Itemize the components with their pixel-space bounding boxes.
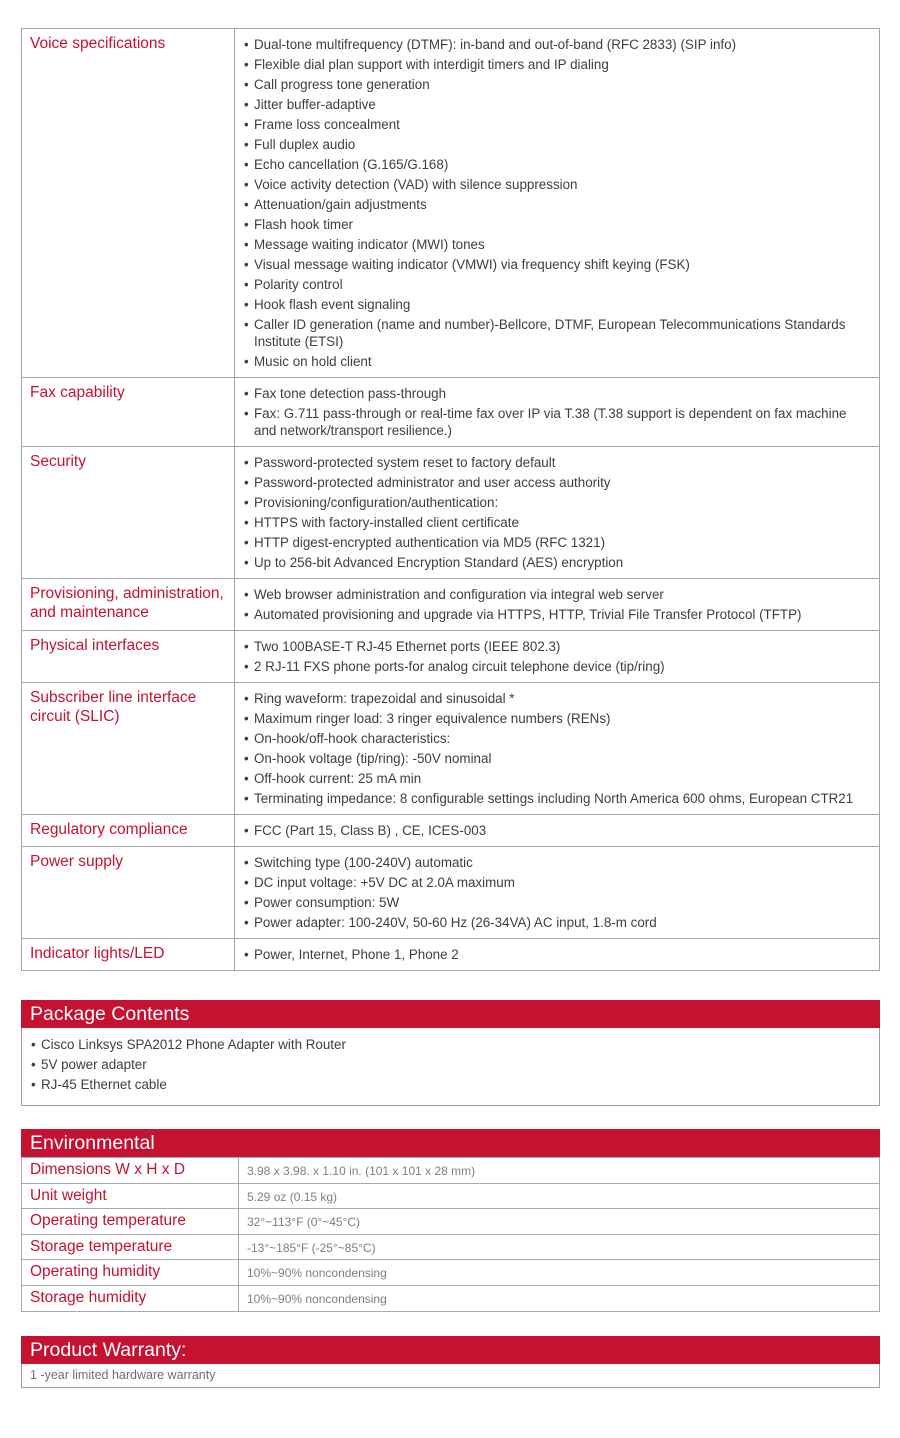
warranty-section bbox=[21, 1336, 880, 1388]
spec-row-items-cell bbox=[235, 579, 880, 631]
spec-bullet-list bbox=[235, 946, 869, 963]
environmental-row-value: 3.98 x 3.98. x 1.10 in. (101 x 101 x 28 mm) bbox=[239, 1158, 880, 1184]
environmental-row-label: Operating humidity bbox=[22, 1260, 239, 1286]
warranty-header: Product Warranty: bbox=[21, 1336, 880, 1364]
environmental-row bbox=[22, 1158, 880, 1184]
spec-bullet-item: • Frame loss concealment bbox=[235, 116, 869, 133]
spec-row-label: Power supply bbox=[22, 847, 235, 939]
spec-bullet-item: • Polarity control bbox=[235, 276, 869, 293]
spec-bullet-list bbox=[235, 822, 869, 839]
spec-row bbox=[22, 579, 880, 631]
package-contents-list bbox=[22, 1036, 869, 1093]
spec-row bbox=[22, 378, 880, 447]
spec-bullet-list bbox=[235, 454, 869, 571]
spec-bullet-item: • Two 100BASE-T RJ-45 Ethernet ports (IEEE 802.3) bbox=[235, 638, 869, 655]
spec-row-items-cell bbox=[235, 631, 880, 683]
spec-bullet-list bbox=[235, 690, 869, 807]
spec-bullet-list bbox=[235, 36, 869, 370]
spec-bullet-item: • Ring waveform: trapezoidal and sinusoidal * bbox=[235, 690, 869, 707]
spec-bullet-item: • Power consumption: 5W bbox=[235, 894, 869, 911]
spec-bullet-item: • Full duplex audio bbox=[235, 136, 869, 153]
spec-bullet-list bbox=[235, 586, 869, 623]
spec-bullet-item: • 2 RJ-11 FXS phone ports-for analog circuit telephone device (tip/ring) bbox=[235, 658, 869, 675]
spec-row-items-cell bbox=[235, 29, 880, 378]
environmental-section bbox=[21, 1129, 880, 1312]
specs-table-body bbox=[22, 29, 880, 971]
spec-row bbox=[22, 29, 880, 378]
spec-bullet-item: • Jitter buffer-adaptive bbox=[235, 96, 869, 113]
environmental-row-value: 10%~90% noncondensing bbox=[239, 1260, 880, 1286]
spec-row bbox=[22, 939, 880, 971]
spec-bullet-item: • Visual message waiting indicator (VMWI) via frequency shift keying (FSK) bbox=[235, 256, 869, 273]
spec-row bbox=[22, 683, 880, 815]
environmental-row-label: Dimensions W x H x D bbox=[22, 1158, 239, 1184]
spec-row bbox=[22, 631, 880, 683]
spec-bullet-item: • Up to 256-bit Advanced Encryption Standard (AES) encryption bbox=[235, 554, 869, 571]
environmental-row bbox=[22, 1260, 880, 1286]
spec-row-items-cell bbox=[235, 815, 880, 847]
spec-bullet-list bbox=[235, 854, 869, 931]
spec-bullet-item: • Hook flash event signaling bbox=[235, 296, 869, 313]
spec-row-label: Regulatory compliance bbox=[22, 815, 235, 847]
spec-row-items-cell bbox=[235, 939, 880, 971]
environmental-row-label: Storage humidity bbox=[22, 1285, 239, 1311]
spec-row-items-cell bbox=[235, 447, 880, 579]
spec-bullet-item: • DC input voltage: +5V DC at 2.0A maximum bbox=[235, 874, 869, 891]
spec-row-label: Fax capability bbox=[22, 378, 235, 447]
package-contents-section bbox=[21, 1000, 880, 1106]
spec-row-label: Subscriber line interface circuit (SLIC) bbox=[22, 683, 235, 815]
environmental-header: Environmental bbox=[21, 1129, 880, 1157]
spec-bullet-item: • FCC (Part 15, Class B) , CE, ICES-003 bbox=[235, 822, 869, 839]
spec-bullet-item: • Music on hold client bbox=[235, 353, 869, 370]
environmental-row bbox=[22, 1234, 880, 1260]
spec-bullet-item: • On-hook voltage (tip/ring): -50V nominal bbox=[235, 750, 869, 767]
spec-bullet-item: • Automated provisioning and upgrade via HTTPS, HTTP, Trivial File Transfer Protocol (TFTP) bbox=[235, 606, 869, 623]
environmental-row-value: -13°~185°F (-25°~85°C) bbox=[239, 1234, 880, 1260]
spec-row-label: Provisioning, administration, and maintenance bbox=[22, 579, 235, 631]
spec-row bbox=[22, 847, 880, 939]
spec-bullet-item: • Provisioning/configuration/authentication: bbox=[235, 494, 869, 511]
warranty-text: 1 -year limited hardware warranty bbox=[21, 1364, 880, 1388]
environmental-row-label: Storage temperature bbox=[22, 1234, 239, 1260]
spec-bullet-item: • Echo cancellation (G.165/G.168) bbox=[235, 156, 869, 173]
environmental-row-label: Unit weight bbox=[22, 1183, 239, 1209]
spec-bullet-item: • Caller ID generation (name and number)-Bellcore, DTMF, European Telecommunications Standards Institute (ETSI) bbox=[235, 316, 869, 350]
spec-bullet-list bbox=[235, 385, 869, 439]
specs-table bbox=[21, 28, 880, 971]
spec-bullet-item: • Password-protected system reset to factory default bbox=[235, 454, 869, 471]
spec-bullet-item: • Flash hook timer bbox=[235, 216, 869, 233]
package-contents-box bbox=[21, 1028, 880, 1106]
spec-bullet-item: • Switching type (100-240V) automatic bbox=[235, 854, 869, 871]
environmental-row-value: 32°~113°F (0°~45°C) bbox=[239, 1209, 880, 1235]
package-contents-header: Package Contents bbox=[21, 1000, 880, 1028]
spec-bullet-item: • Maximum ringer load: 3 ringer equivalence numbers (RENs) bbox=[235, 710, 869, 727]
spec-row-label: Physical interfaces bbox=[22, 631, 235, 683]
spec-row-label: Indicator lights/LED bbox=[22, 939, 235, 971]
spec-bullet-item: • Terminating impedance: 8 configurable settings including North America 600 ohms, European CTR21 bbox=[235, 790, 869, 807]
spec-row-label: Security bbox=[22, 447, 235, 579]
spec-bullet-item: • On-hook/off-hook characteristics: bbox=[235, 730, 869, 747]
spec-bullet-item: • Flexible dial plan support with interdigit timers and IP dialing bbox=[235, 56, 869, 73]
spec-row-items-cell bbox=[235, 683, 880, 815]
environmental-row bbox=[22, 1183, 880, 1209]
environmental-table-body bbox=[22, 1158, 880, 1312]
package-contents-item: • RJ-45 Ethernet cable bbox=[22, 1076, 869, 1093]
environmental-row-value: 10%~90% noncondensing bbox=[239, 1285, 880, 1311]
environmental-table bbox=[21, 1157, 880, 1312]
spec-bullet-item: • Call progress tone generation bbox=[235, 76, 869, 93]
environmental-row-value: 5.29 oz (0.15 kg) bbox=[239, 1183, 880, 1209]
spec-bullet-item: • Fax: G.711 pass-through or real-time fax over IP via T.38 (T.38 support is dependent on fax machine and network/transport resilience.) bbox=[235, 405, 869, 439]
spec-bullet-item: • Password-protected administrator and user access authority bbox=[235, 474, 869, 491]
spec-row-items-cell bbox=[235, 378, 880, 447]
spec-bullet-item: • Dual-tone multifrequency (DTMF): in-band and out-of-band (RFC 2833) (SIP info) bbox=[235, 36, 869, 53]
package-contents-item: • 5V power adapter bbox=[22, 1056, 869, 1073]
spec-row-items-cell bbox=[235, 847, 880, 939]
environmental-row bbox=[22, 1209, 880, 1235]
spec-row bbox=[22, 815, 880, 847]
spec-bullet-item: • Voice activity detection (VAD) with silence suppression bbox=[235, 176, 869, 193]
spec-bullet-list bbox=[235, 638, 869, 675]
environmental-row-label: Operating temperature bbox=[22, 1209, 239, 1235]
spec-bullet-item: • Power, Internet, Phone 1, Phone 2 bbox=[235, 946, 869, 963]
spec-row bbox=[22, 447, 880, 579]
spec-bullet-item: • Attenuation/gain adjustments bbox=[235, 196, 869, 213]
spec-bullet-item: • Web browser administration and configuration via integral web server bbox=[235, 586, 869, 603]
spec-bullet-item: • HTTP digest-encrypted authentication via MD5 (RFC 1321) bbox=[235, 534, 869, 551]
package-contents-item: • Cisco Linksys SPA2012 Phone Adapter with Router bbox=[22, 1036, 869, 1053]
spec-bullet-item: • Message waiting indicator (MWI) tones bbox=[235, 236, 869, 253]
spec-row-label: Voice specifications bbox=[22, 29, 235, 378]
spec-bullet-item: • Power adapter: 100-240V, 50-60 Hz (26-34VA) AC input, 1.8-m cord bbox=[235, 914, 869, 931]
spec-bullet-item: • Off-hook current: 25 mA min bbox=[235, 770, 869, 787]
spec-bullet-item: • Fax tone detection pass-through bbox=[235, 385, 869, 402]
environmental-row bbox=[22, 1285, 880, 1311]
spec-bullet-item: • HTTPS with factory-installed client certificate bbox=[235, 514, 869, 531]
